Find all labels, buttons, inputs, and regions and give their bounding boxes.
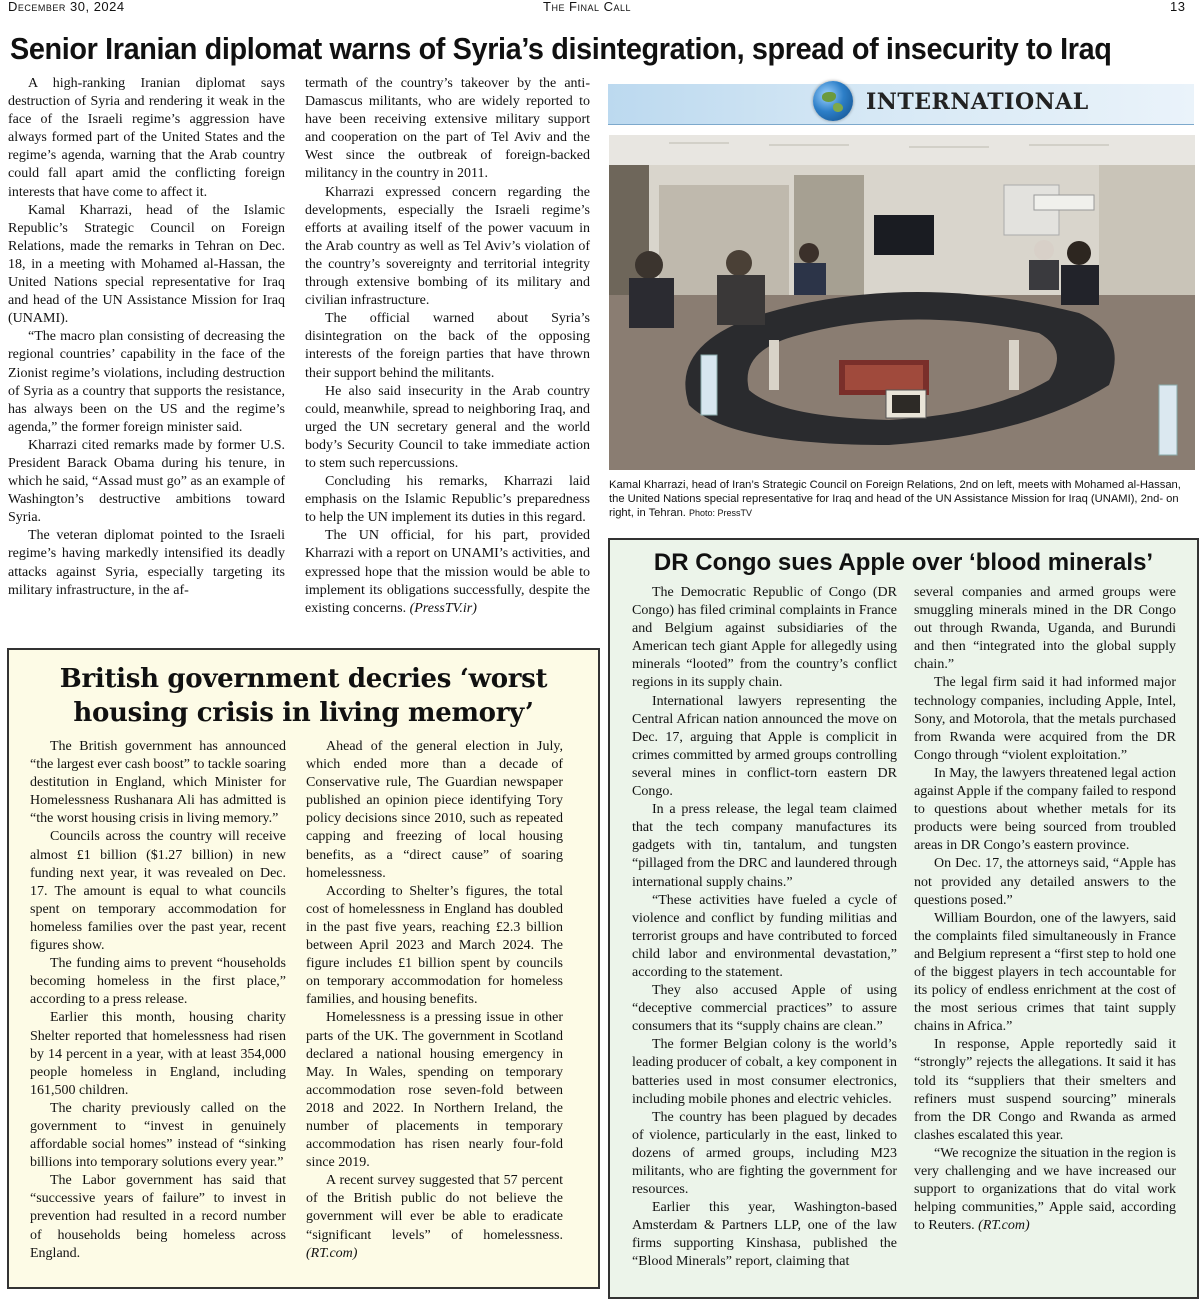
paragraph: The veteran diplomat pointed to the Israeli regime’s having markedly intensified its deadly attacks against Syria, especially targeting its military infrastructure, in the af-	[8, 528, 285, 598]
publication-name: The Final Call	[543, 0, 632, 14]
paragraph: “The macro plan consisting of decreasing the regional countries’ capability in the face of the Zionist regime’s violations, including destruction of Syria as a country that supports the resistance, has always been on the US and the regime’s agenda,” the former foreign minister said.	[8, 329, 285, 435]
paragraph: Homelessness is a pressing issue in other parts of the UK. The government in Scotland declared a national housing emergency in May. In Wales, spending on temporary accommodation rose seven-fold between 2018 and 2022. In Northern Ireland, the number of placements in temporary accommodation has risen nearly four-fold since 2019.	[306, 1010, 563, 1171]
british-article-headline: British government decries ‘worst housing crisis in living memory’	[59, 664, 548, 728]
meeting-photo	[609, 135, 1195, 470]
paragraph-text: The UN official, for his part, provided Kharrazi with a report on UNAMI’s activities, and expressed hope that the mission would be able to implement its obligations successfully, despite the existing concerns.	[305, 528, 590, 616]
paragraph: The Labor government has said that “successive years of failure” to invest in prevention had resulted in a record number of households being homeless across England.	[30, 1173, 286, 1261]
paragraph: They also accused Apple of using “deceptive commercial practices” to assure consumers that its “supply chains are clean.”	[632, 983, 897, 1035]
caption-text: Kamal Kharrazi, head of Iran’s Strategic Council on Foreign Relations, 2nd on left, meets with Mohamed al-Hassan, the United Nations special representative for Iraq and head of the UN Assistance Mission for Iraq (UNAMI), 2nd- on right, in Tehran.	[609, 479, 1181, 520]
page-number: 13	[1170, 0, 1186, 14]
paragraph: In a press release, the legal team claimed that the tech company manufactures its gadgets with tin, tantalum, and tungsten “pillaged from the DRC and laundered through international supply chains.”	[632, 802, 897, 890]
paragraph: The official warned about Syria’s disintegration on the back of the opposing interests of the foreign parties that have thrown their support behind the militants.	[305, 311, 590, 381]
source-credit: (RT.com)	[306, 1245, 358, 1261]
paragraph: termath of the country’s takeover by the anti-Damascus militants, who are widely reported to have been receiving extensive military support and cooperation on the part of Tel Aviv and the West since the outbreak of foreign-backed militancy in the country in 2011.	[305, 76, 590, 182]
paragraph	[306, 1172, 563, 1262]
paragraph: A high-ranking Iranian diplomat says destruction of Syria and rendering it weak in the face of the Israeli regime’s aggression have always formed part of the United States and the regime’s agenda, warning that the Arab country could fall apart amid the conflicting foreign interests that have come to affect it.	[8, 76, 285, 200]
british-article-box	[7, 648, 600, 1289]
paragraph	[305, 527, 590, 617]
paragraph: Earlier this year, Washington-based Amsterdam & Partners LLP, one of the law firms supporting Kinshasa, published the “Blood Minerals” report, claiming that	[632, 1200, 897, 1270]
running-header	[0, 0, 1200, 16]
paragraph: Kharrazi expressed concern regarding the developments, especially the Israeli regime’s efforts at availing itself of the power vacuum in the Arab country as well as Tel Aviv’s violation of the country’s sovereignty and territorial integrity through extensive bombing of its military and civilian infrastructure.	[305, 184, 590, 309]
source-credit: (PressTV.ir)	[409, 600, 477, 616]
congo-article-column-1	[632, 584, 897, 1272]
meeting-photo-illustration	[609, 135, 1195, 470]
paragraph: The country has been plagued by decades of violence, particularly in the east, linked to dozens of armed groups, including M23 militants, who are fighting the government for resources.	[632, 1109, 897, 1198]
paragraph: According to Shelter’s figures, the total cost of homelessness in England has doubled in the past five years, reaching £2.3 billion between April 2023 and March 2024. The figure includes £1 billion spent by councils on temporary accommodation for homeless families, and housing benefits.	[306, 883, 563, 1008]
paragraph	[914, 1145, 1176, 1235]
section-title: INTERNATIONAL	[866, 89, 1089, 115]
paragraph: He also said insecurity in the Arab country could, meanwhile, spread to neighboring Iraq, and urged the UN secretary general and the world body’s Security Council to take immediate action to stem such repercussions.	[305, 383, 590, 471]
british-article-column-1	[30, 738, 286, 1263]
paragraph-text: “We recognize the situation in the region is very challenging and we have increased our support to organizations that do vital work helping communities,” Apple said, according to Reuters.	[914, 1145, 1176, 1234]
paragraph: International lawyers representing the Central African nation announced the move on Dec. 17, arguing that Apple is complicit in crimes committed by armed groups controlling several mines in conflict-torn eastern DR Congo.	[632, 693, 897, 800]
paragraph: The Democratic Republic of Congo (DR Congo) has filed criminal complaints in France and Belgium against subsidiaries of the American tech giant Apple for allegedly using minerals “looted” from the country’s conflict regions in its supply chain.	[632, 585, 897, 691]
paragraph: “These activities have fueled a cycle of violence and conflict by funding militias and terrorist groups and have contributed to forced child labor and environmental devastation,” according to the statement.	[632, 892, 897, 980]
paragraph: The legal firm said it had informed major technology companies, including Apple, Intel, Sony, and Motorola, that the metals purchased from Rwanda were acquired from the DR Congo through “violent exploitation.”	[914, 675, 1176, 763]
photo-credit: Photo: PressTV	[689, 508, 753, 519]
paragraph: In response, Apple reportedly said it “strongly” rejects the allegations. It said it has told its “suppliers that their smelters and refiners must suspend sourcing” minerals from the DR Congo and Rwanda as armed clashes escalated this year.	[914, 1037, 1176, 1143]
paragraph: Kharrazi cited remarks made by former U.S. President Barack Obama during his tenure, in which he said, “Assad must go” as an example of Washington’s destructive ambitions toward Syria.	[8, 437, 285, 526]
paragraph-text: A recent survey suggested that 57 percent of the British public do not believe the government will ever be able to eradicate “significant levels” of homelessness.	[306, 1173, 563, 1243]
paragraph: Kamal Kharrazi, head of the Islamic Republic’s Strategic Council on Foreign Relations, made the remarks in Tehran on Dec. 18, in a meeting with Mohamed al-Hassan, the United Nations special representative for Iraq and head of the UN Assistance Mission for Iraq (UNAMI).	[8, 202, 285, 327]
paragraph: The British government has announced “the largest ever cash boost” to tackle soaring destitution in England, which Minister for Homelessness Rushanara Ali has admitted is “the worst housing crisis in living memory.”	[30, 739, 286, 827]
congo-article-headline: DR Congo sues Apple over ‘blood minerals’	[653, 549, 1154, 576]
paragraph: several companies and armed groups were smuggling minerals mined in the DR Congo out through Rwanda, Uganda, and Burundi and then “integrated into the global supply chain.”	[914, 585, 1176, 673]
paragraph: In May, the lawyers threatened legal action against Apple if the company failed to respond to questions about whether metals for its products were being sourced from troubled areas in DR Congo’s eastern province.	[914, 765, 1176, 854]
iran-article-headline: Senior Iranian diplomat warns of Syria’s disintegration, spread of insecurity to Iraq	[10, 31, 1112, 66]
issue-date: December 30, 2024	[8, 0, 125, 14]
globe-icon	[813, 81, 853, 121]
source-credit: (RT.com)	[978, 1218, 1030, 1234]
congo-article-box	[608, 538, 1199, 1299]
paragraph: Concluding his remarks, Kharrazi laid emphasis on the Islamic Republic’s preparedness to help the UN implement its duties in this regard.	[305, 474, 590, 526]
iran-article-column-2	[305, 75, 590, 618]
paragraph: The former Belgian colony is the world’s leading producer of cobalt, a key component in batteries used in most consumer electronics, including mobile phones and electric vehicles.	[632, 1037, 897, 1107]
paragraph: Ahead of the general election in July, which ended more than a decade of Conservative rule, The Guardian newspaper published an opinion piece identifying Tory policy decisions since 2010, such as repeated capping and freezing of local housing benefits, as a “direct cause” of soaring homelessness.	[306, 739, 563, 881]
congo-article-column-2	[914, 584, 1176, 1235]
paragraph: The charity previously called on the government to “invest in genuinely affordable social homes” instead of “sinking billions into temporary solutions every year.”	[30, 1100, 286, 1171]
photo-caption	[609, 478, 1195, 521]
international-section-banner	[608, 84, 1194, 125]
paragraph: William Bourdon, one of the lawyers, said the complaints filed simultaneously in France and Belgium represent a “first step to hold one of the biggest players in tech accountable for its policy of endless enrichment at the cost of the most serious crimes that taint supply chains in Africa.”	[914, 910, 1176, 1035]
paragraph: The funding aims to prevent “households becoming homeless in the first place,” according to a press release.	[30, 956, 286, 1008]
iran-article-column-1	[8, 75, 285, 600]
paragraph: Earlier this month, housing charity Shelter reported that homelessness had risen by 14 percent in a year, with at least 354,000 people homeless in England, including 161,500 children.	[30, 1010, 286, 1098]
paragraph: On Dec. 17, the attorneys said, “Apple has not provided any detailed answers to the questions posed.”	[914, 856, 1176, 908]
paragraph: Councils across the country will receive almost £1 billion ($1.27 billion) in new funding next year, it was revealed on Dec. 17. The amount is equal to what councils spent on temporary accommodation for homeless families over the past year, recent figures show.	[30, 829, 286, 954]
british-article-column-2	[306, 738, 563, 1263]
